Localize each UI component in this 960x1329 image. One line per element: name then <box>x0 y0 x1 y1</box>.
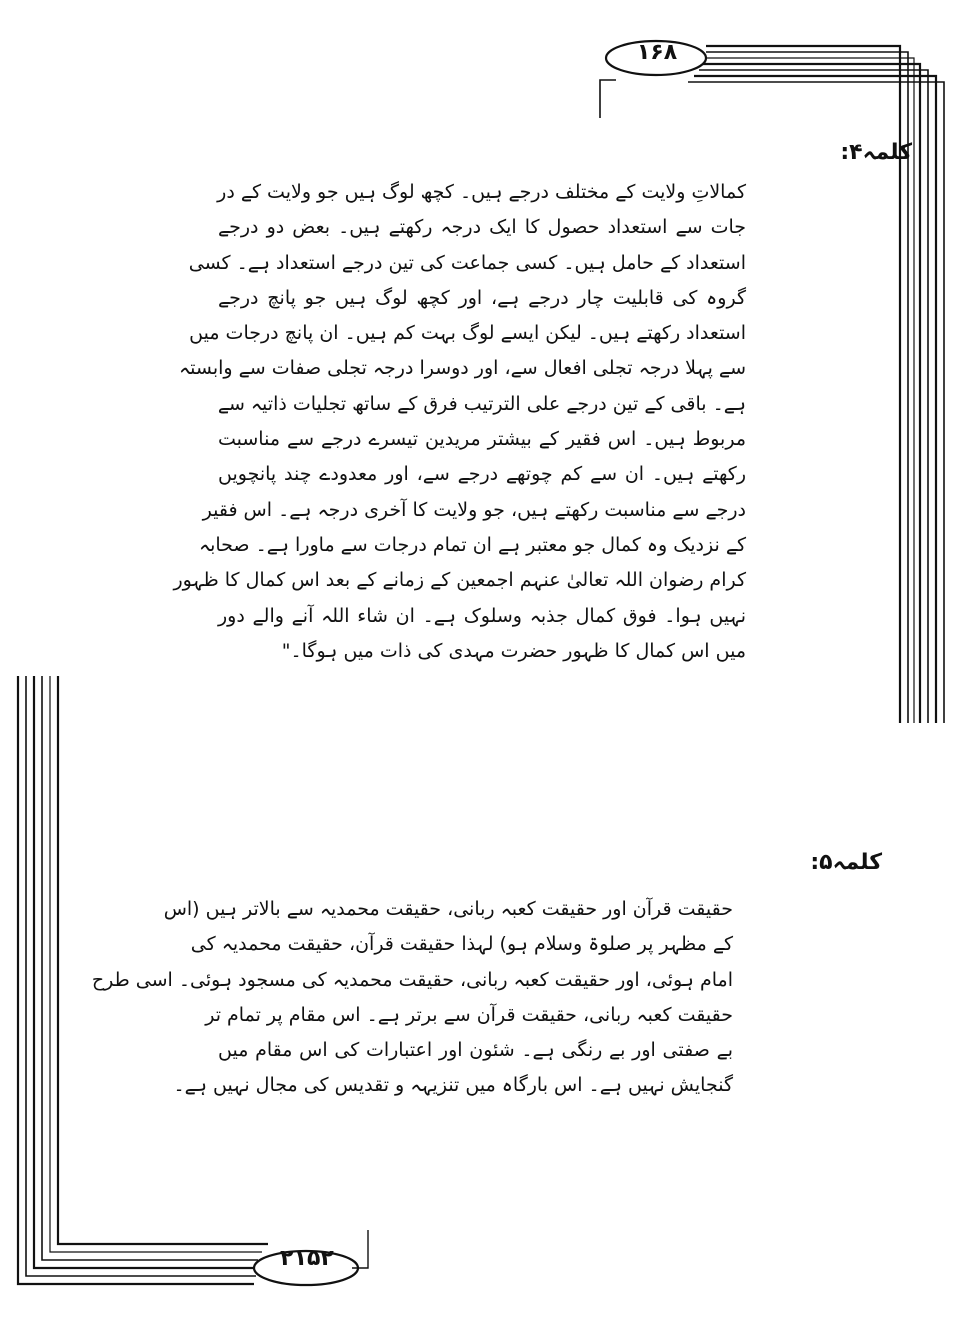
paragraph-line: ہے۔ باقی کے تین درجے علی الترتیب فرق کے ساتھ تجلیات ذاتیہ سے <box>217 392 746 415</box>
paragraph-line: استعداد رکھتے ہیں۔ لیکن ایسے لوگ بہت کم ہیں۔ ان پانچ درجات میں <box>189 322 746 345</box>
paragraph-line: گنجایش نہیں ہے۔ اس بارگاہ میں تنزیہہ و تقدیس کی مجال نہیں ہے۔ <box>173 1074 733 1097</box>
section-heading-kalima-5: کلمہ۵: <box>810 850 882 875</box>
paragraph-line: استعداد کے حامل ہیں۔ کسی جماعت کی تین درجے استعداد ہے۔ کسی <box>188 251 746 274</box>
section-5-paragraph <box>91 892 733 1104</box>
paragraph-line: درجے سے مناسبت رکھتے ہیں، جو ولایت کا آخری درجہ ہے۔ اس فقیر <box>202 498 746 521</box>
paragraph-line: مربوط ہیں۔ اس فقیر کے بیشتر مریدین تیسرے درجے سے مناسبت <box>218 428 746 451</box>
paragraph-line: حقیقت کعبہ ربانی، حقیقت قرآن سے برتر ہے۔ اس مقام پر تمام تر <box>205 1003 733 1026</box>
top-page-number: ۱۶۸ <box>636 40 678 65</box>
paragraph-line: حقیقت قرآن اور حقیقت کعبہ ربانی، حقیقت محمدیہ سے بالاتر ہیں (اس <box>163 898 733 920</box>
paragraph-line: جات سے استعداد حصول کا ایک درجہ رکھتے ہیں۔ بعض دو درجے <box>218 216 746 239</box>
paragraph-line: گروہ کی قابلیت چار درجے ہے، اور کچھ لوگ ہیں جو پانچ درجے <box>218 286 746 309</box>
bottom-page-number: ۲۱۵۲ <box>280 1246 334 1271</box>
paragraph-line: سے پہلا درجہ تجلی افعال سے، اور دوسرا درجہ تجلی صفات سے وابستہ <box>179 357 746 380</box>
paragraph-line: رکھتے ہیں۔ ان سے کم چوتھے درجے سے، اور معدودے چند پانچویں <box>218 463 746 486</box>
paragraph-line: بے صفتی اور بے رنگی ہے۔ شئون اور اعتبارات کی اس مقام میں <box>218 1039 733 1062</box>
section-heading-kalima-4: کلمہ۴: <box>840 140 912 165</box>
paragraph-line: میں اس کمال کا ظہور حضرت مہدی کی ذات میں ہوگا۔" <box>281 639 746 662</box>
paragraph-line: کرام رضوان اللہ تعالیٰ عنہم اجمعین کے زمانے کے بعد اس کمال کا ظہور <box>173 569 746 592</box>
paragraph-line: نہیں ہوا۔ فوق کمال جذبہ وسلوک ہے۔ ان شاء اللہ آنے والے دور <box>218 604 746 627</box>
paragraph-line: کے نزدیک وہ کمال جو معتبر ہے ان تمام درجات سے ماورا ہے۔ صحابہ <box>198 533 746 556</box>
section-4-paragraph <box>173 175 746 669</box>
paragraph-line: کے مظہر پر صلوۃ وسلام ہو) لہذا حقیقت قرآن، حقیقت محمدیہ کی <box>190 933 733 956</box>
paragraph-line: کمالاتِ ولایت کے مختلف درجے ہیں۔ کچھ لوگ ہیں جو ولایت کے در <box>217 181 746 203</box>
paragraph-line: امام ہوئی، اور حقیقت کعبہ ربانی، حقیقت محمدیہ کی مسجود ہوئی۔ اسی طرح <box>91 968 733 991</box>
